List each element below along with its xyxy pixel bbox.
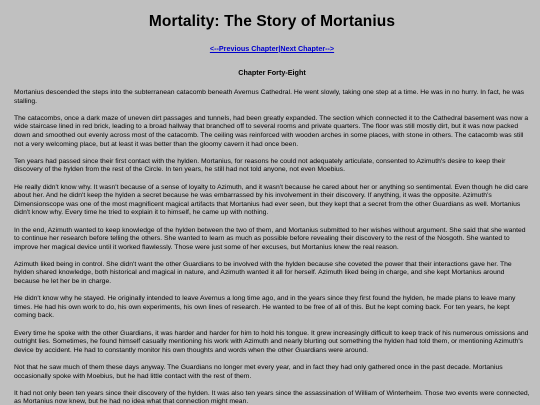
paragraph: Not that he saw much of them these days anyway. The Guardians no longer met every year, and in fact they had only gathered once in the past decade. Mortanius occasionally spoke with Moebius, but he had little contact with the rest of them. [14,364,503,380]
paragraph: He didn't know why he stayed. He originally intended to leave Avernus a long time ago, and in the years since they first found the hylden, he made plans to leave many times. He had his own work to do, his own experiments, his own lines of research. He wanted to be free of all of this. But he kept coming back. For ten years, he kept coming back. [14,295,516,320]
paragraph: Every time he spoke with the other Guardians, it was harder and harder for him to hold his tongue. It grew increasingly difficult to keep track of his numerous omissions and outright lies. Sometimes, he found himself casually mentioning his work with Azimuth and nearly blurting out something the hylden had told them, or mentioning Azimuth's device by accident. He had to constantly monitor his own thoughts and words when the other Guardians were around. [14,329,529,354]
next-chapter-link[interactable]: Next Chapter--> [280,44,335,53]
chapter-body [14,89,530,405]
paragraph: He really didn't know why. It wasn't because of a sense of loyalty to Azimuth, and it wasn't because he cared about her or anything so sentimental. Even though he did care about her. And he didn't keep the hylden a secret because he was embarrassed by his involvement in their discovery. If anything, it was the opposite. Azimuth's Dimensionscope was one of the most magnificent magical artifacts that Mortanius had ever seen, but they kept that a secret from the other Guardians as well. Mortanius didn't know why. Every time he tried to explain it to himself, he came up with nothing. [14,183,529,217]
chapter-navigation [14,44,530,53]
chapter-heading: Chapter Forty-Eight [238,68,306,77]
paragraph: It had not only been ten years since their discovery of the hylden. It was also ten years since the assassination of William of Winterheim. Those two events were connected, as Mortanius now knew, but he had no idea what that connection might mean. [14,389,530,405]
paragraph: Azimuth liked being in control. She didn't want the other Guardians to be involved with the hylden because she coveted the power that their interactions gave her. The hylden shared knowledge, both historical and magical in nature, and Azimuth wanted it all for herself. Azimuth liked being in charge, and she kept Mortanius around because he let her be in charge. [14,260,512,286]
nav-separator: | [278,44,281,53]
paragraph: Ten years had passed since their first contact with the hylden. Mortanius, for reasons he could not adequately articulate, consented to Azimuth's desire to keep their discovery of the hylden from the rest of the Circle. In ten years, he still had not told anyone, not even Moebius. [14,157,506,174]
paragraph: In the end, Azimuth wanted to keep knowledge of the hylden between the two of them, and Mortanius submitted to her wishes without argument. She said that she wanted to continue her research before telling the others. She wanted to learn as much as possible before revealing their discovery to the rest of the Nosgoth. She wanted to improve her magical device until it worked flawlessly. Those were just some of her excuses, but Mortanius knew the real reason. [14,226,526,251]
paragraph: The catacombs, once a dark maze of uneven dirt passages and tunnels, had been greatly expanded. The section which connected it to the Cathedral basement was now a wide staircase lined in red brick, leading to a broad hallway that branched off to several rooms and private quarters. The floor was still mostly dirt, but it was now packed down and smoothed out evenly across most of the catacomb. The ceiling was reinforced with wooden arches in some places, with stone in others. The catacomb was still not a very welcoming place, but at least it was better than the gloomy cavern it had once been. [14,114,529,148]
paragraph: Mortanius descended the steps into the subterranean catacomb beneath Avernus Cathedral. He went slowly, taking one step at a time. He was in no hurry. In fact, he was stalling. [14,89,525,105]
previous-chapter-link[interactable]: <--Previous Chapter [209,44,279,53]
page-title: Mortality: The Story of Mortanius [148,13,396,30]
